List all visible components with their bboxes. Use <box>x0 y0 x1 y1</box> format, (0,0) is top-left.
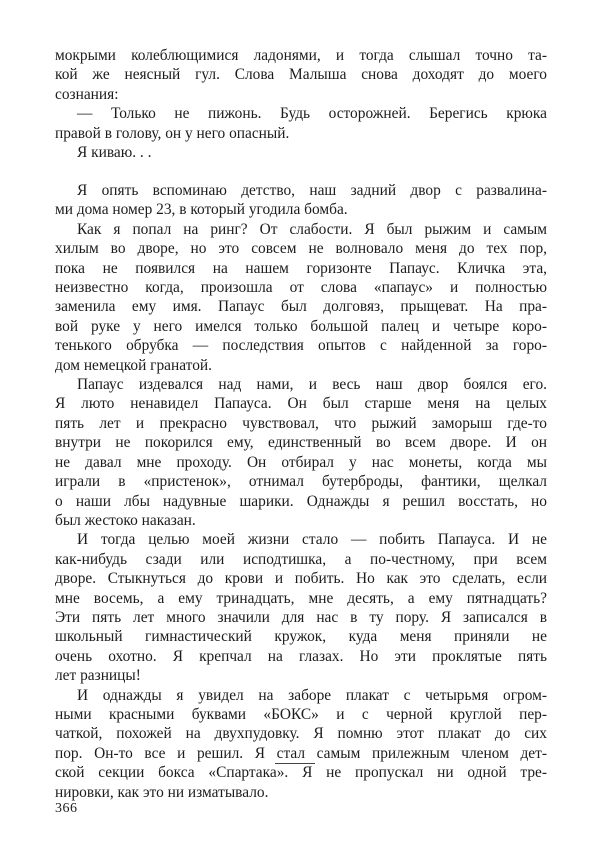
text-line: внутри не покорился ему, единственный во всем дворе. И он <box>55 434 547 452</box>
text-line: нировки, как это ни изматывало. <box>55 783 269 801</box>
section-separator <box>275 763 315 764</box>
text-line: чаткой, похожей на двухпудовку. Я помню этот плакат до сих <box>55 725 547 743</box>
text-line: школьный гимнастический кружок, куда меня приняли не <box>55 628 547 646</box>
text-line: очень охотно. Я крепчал на глазах. Но эти проклятые пять <box>55 647 547 665</box>
text-line: Папаус издевался над нами, и весь наш двор боялся его. <box>77 376 547 394</box>
text-line: И однажды я увидел на заборе плакат с четырьмя огром- <box>77 686 547 704</box>
text-line: пока не появился на нашем горизонте Папаус. Кличка эта, <box>55 259 547 277</box>
text-line: Я киваю. . . <box>77 144 152 162</box>
text-line: пять лет и прекрасно чувствовал, что рыжий заморыш где-то <box>55 414 547 432</box>
text-line: хилым во дворе, но это совсем не волновало меня до тех пор, <box>55 240 547 258</box>
text-line: был жестоко наказан. <box>55 511 196 529</box>
text-line: мне восемь, а ему тринадцать, мне десять, а ему пятнадцать? <box>55 589 547 607</box>
text-line: тенького обрубка — последствия опытов с найденной за горо- <box>55 337 547 355</box>
text-line: сознания: <box>55 85 119 103</box>
text-line: лет разницы! <box>55 667 141 685</box>
text-line: Я опять вспоминаю детство, наш задний двор с развалина- <box>77 182 547 199</box>
text-line: пор. Он-то все и решил. Я стал самым прилежным членом дет- <box>55 744 547 762</box>
text-line: ными красными буквами «БОКС» и с черной круглой пер- <box>55 705 547 723</box>
text-block-top <box>55 46 547 162</box>
text-block-main <box>55 181 547 802</box>
text-line: дом немецкой гранатой. <box>55 356 212 374</box>
text-line: заменила ему имя. Папаус был долговяз, прыщеват. На пра- <box>55 298 547 316</box>
text-line: — Только не пижонь. Будь осторожней. Берегись крюка <box>77 105 547 123</box>
text-line: Эти пять лет много значили для нас в ту пору. Я записался в <box>55 608 547 626</box>
text-line: ской секции бокса «Спартака». Я не пропускал ни одной тре- <box>55 764 547 782</box>
text-line: Я люто ненавидел Папауса. Он был старше меня на целых <box>55 395 547 413</box>
text-line: играли в «пристенок», отнимал бутерброды, фантики, щелкал <box>55 473 547 491</box>
text-line: о наши лбы надувные шарики. Однажды я решил восстать, но <box>55 492 547 510</box>
text-line: И тогда целью моей жизни стало — побить Папауса. И не <box>77 531 547 549</box>
text-line: мокрыми колеблющимися ладонями, и тогда слышал точно та- <box>55 47 547 64</box>
text-line: кой же неясный гул. Слова Малыша снова доходят до моего <box>55 66 547 84</box>
text-line: не давал мне проходу. Он отбирал у нас монеты, когда мы <box>55 453 547 471</box>
text-line: неизвестно когда, произошла от слова «папаус» и полностью <box>55 279 547 297</box>
text-line: ми дома номер 23, в который угодила бомба. <box>55 201 348 219</box>
text-line: Как я попал на ринг? От слабости. Я был рыжим и самым <box>77 220 547 238</box>
page-number: 366 <box>55 801 78 816</box>
text-line: дворе. Стыкнуться до крови и побить. Но как это сделать, если <box>55 570 547 588</box>
text-line: вой руке у него имелся только большой палец и четыре коро- <box>55 317 547 335</box>
text-line: как-нибудь сзади или исподтишка, а по-честному, при всем <box>55 550 547 568</box>
text-line: правой в голову, он у него опасный. <box>55 124 290 142</box>
